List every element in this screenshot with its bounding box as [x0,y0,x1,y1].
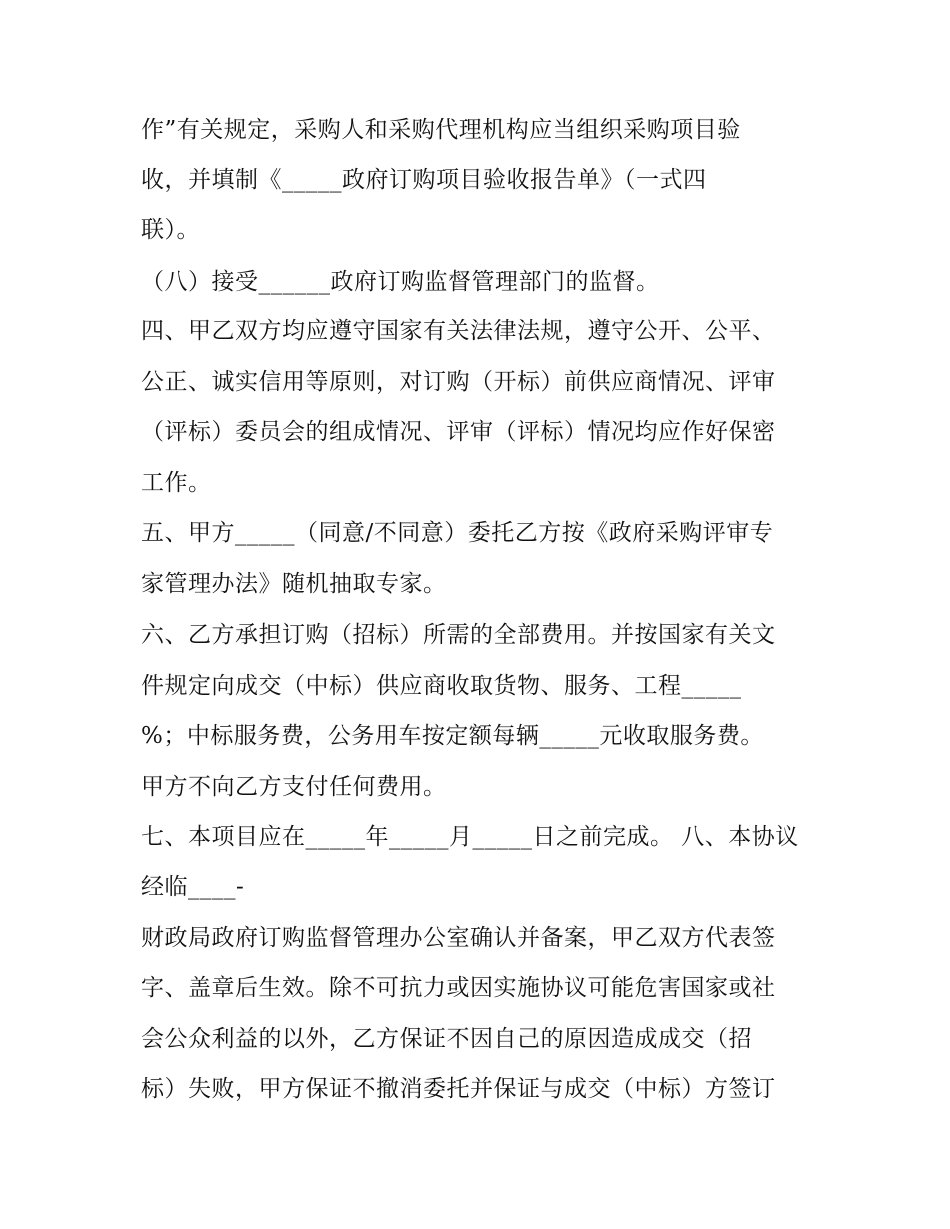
text-line: 甲方不向乙方支付任何费用。 [141,774,447,800]
text-line: 标）失败，甲方保证不撤消委托并保证与成交（中标）方签订 [141,1076,776,1102]
text-line: 作”有关规定，采购人和采购代理机构应当组织采购项目验 [141,117,741,143]
text-line: %；中标服务费，公务用车按定额每辆_____元收取服务费。 [141,723,764,749]
text-line: 字、盖章后生效。除不可抗力或因实施协议可能危害国家或社 [141,975,776,1001]
text-line: 公正、诚实信用等原则，对订购（开标）前供应商情况、评审 [141,369,776,395]
text-line: 六、乙方承担订购（招标）所需的全部费用。并按国家有关文 [141,622,776,648]
text-line: 财政局政府订购监督管理办公室确认并备案，甲乙双方代表签 [141,925,776,951]
text-line: 五、甲方_____（同意/不同意）委托乙方按《政府采购评审专 [141,520,774,546]
text-line: 联）。 [141,217,200,243]
text-line: 会公众利益的以外，乙方保证不因自己的原因造成成交（招 [141,1026,752,1052]
text-line: 收，并填制《_____政府订购项目验收报告单》（一式四 [141,167,707,193]
text-line: 经临____- [141,874,245,900]
text-line: 家管理办法》随机抽取专家。 [141,571,447,597]
text-line: 件规定向成交（中标）供应商收取货物、服务、工程_____ [141,673,742,699]
text-line: 七、本项目应在_____年_____月_____日之前完成。 八、本协议 [141,824,799,850]
text-line: （评标）委员会的组成情况、评审（评标）情况均应作好保密 [141,419,776,445]
text-line: 四、甲乙双方均应遵守国家有关法律法规，遵守公开、公平、 [141,318,776,344]
text-line: （八）接受______政府订购监督管理部门的监督。 [141,269,660,295]
text-line: 工作。 [141,470,212,496]
